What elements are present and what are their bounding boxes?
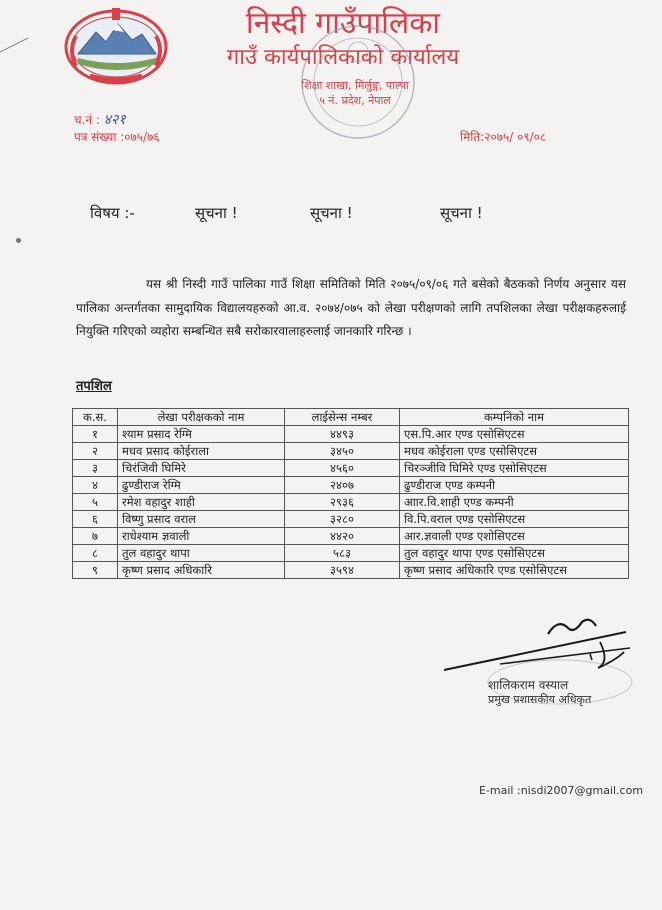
- table-row: [73, 545, 629, 562]
- contact-email: [479, 784, 643, 797]
- cell-sn: ५: [73, 494, 118, 511]
- cell-sn: ८: [73, 545, 118, 562]
- notice-heading-2: सूचना !: [310, 204, 353, 222]
- notice-heading-1: सूचना !: [195, 204, 238, 222]
- cell-license: ५८३: [285, 545, 400, 562]
- cell-sn: ९: [73, 562, 118, 579]
- office-address-line2: ५ नं. प्रदेश, नेपाल: [319, 94, 391, 107]
- cell-auditor-name: मधव प्रसाद कोईराला: [118, 443, 285, 460]
- cell-company: आर.ज्ञवाली एण्ड एशोसिएटस: [400, 528, 629, 545]
- cell-auditor-name: ढुण्डीराज रेग्मि: [118, 477, 285, 494]
- signatory-title: प्रमुख प्रशासकीय अधिकृत: [488, 693, 592, 706]
- letter-date: मिति:२०७५/ ०९/०८: [460, 130, 547, 144]
- cha-no-label: च.नं :: [74, 113, 100, 127]
- cell-company: आार.वि.शाही एण्ड कम्पनी: [400, 494, 629, 511]
- cell-sn: १: [73, 426, 118, 443]
- auditor-table: [72, 408, 629, 579]
- cha-no: [74, 110, 126, 129]
- col-auditor-name-header: लेखा परीक्षकको नाम: [118, 409, 285, 426]
- cell-sn: ७: [73, 528, 118, 545]
- cell-auditor-name: रमेश वहादुर शाही: [118, 494, 285, 511]
- table-row: [73, 511, 629, 528]
- cell-sn: ४: [73, 477, 118, 494]
- patra-sankhya: पत्र संख्या :०७५/७६: [74, 130, 160, 144]
- cha-no-value: ४२१: [103, 112, 126, 128]
- cell-license: ४४२०: [285, 528, 400, 545]
- email-label: E-mail :: [479, 784, 521, 797]
- col-license-header: लाईसेन्स नम्बर: [285, 409, 400, 426]
- cell-company: मधव कोईराला एण्ड एसोसिएटस: [400, 443, 629, 460]
- cell-auditor-name: श्याम प्रसाद रेग्मि: [118, 426, 285, 443]
- cell-company: चिरञ्जीवि घिमिरे एण्ड एसोसिएटस: [400, 460, 629, 477]
- notice-body-text: यस श्री निस्दी गाउँ पालिका गाउँ शिक्षा समितिको मिति २०७५/०९/०६ गते बसेको बैठकको निर्णय अनुसार यस पालिका अन्तर्गतका सामुदायिक विद्यालयहरुको आ.व. २०७४/०७५ को लेखा परीक्षणको लागि तपशिलका लेखा परीक्षकहरुलाई नियुक्ति गरिएको व्यहोरा सम्बन्धित सबै सरोकारवालाहरुलाई जानकारि गरिन्छ ।: [76, 277, 626, 338]
- cell-license: ३२८०: [285, 511, 400, 528]
- cell-license: २४०७: [285, 477, 400, 494]
- cell-license: ४४९३: [285, 426, 400, 443]
- cell-auditor-name: कृष्ण प्रसाद अधिकारि: [118, 562, 285, 579]
- cell-sn: ६: [73, 511, 118, 528]
- table-row: [73, 528, 629, 545]
- office-subtitle: गाउँ कार्यपालिकाको कार्यालय: [226, 45, 460, 70]
- cell-auditor-name: चिरंजिवी घिमिरे: [118, 460, 285, 477]
- col-company-header: कम्पनिको नाम: [400, 409, 629, 426]
- email-value: nisdi2007@gmail.com: [520, 784, 644, 797]
- table-row: [73, 477, 629, 494]
- nepal-emblem-icon: [62, 6, 170, 88]
- cell-license: ३४५०: [285, 443, 400, 460]
- table-row: [73, 460, 629, 477]
- cell-company: एस.पि.आर एण्ड एसोसिएटस: [400, 426, 629, 443]
- table-row: [73, 426, 629, 443]
- cell-license: ४५६०: [285, 460, 400, 477]
- cell-company: तुल वहादुर थापा एण्ड एसोसिएटस: [400, 545, 629, 562]
- cell-sn: २: [73, 443, 118, 460]
- subject-label: विषय :-: [90, 204, 135, 222]
- paper-mark-icon: [0, 36, 30, 56]
- table-header-row: [73, 409, 629, 426]
- cell-auditor-name: तुल वहादुर थापा: [118, 545, 285, 562]
- cell-company: वि.पि.वराल एण्ड एसोसिएटस: [400, 511, 629, 528]
- col-sn-header: क.स.: [73, 409, 118, 426]
- cell-auditor-name: विष्णु प्रसाद वराल: [118, 511, 285, 528]
- office-title: निस्दी गाउँपालिका: [245, 6, 441, 41]
- list-title: तपशिल: [76, 379, 112, 394]
- cell-sn: ३: [73, 460, 118, 477]
- office-address-line1: शिक्षा शाखा, मिर्लुङ्ग, पाल्पा: [301, 79, 409, 92]
- table-row: [73, 562, 629, 579]
- notice-heading-3: सूचना !: [440, 204, 483, 222]
- notice-body: [76, 273, 626, 344]
- cell-license: २९३६: [285, 494, 400, 511]
- cell-company: कृष्ण प्रसाद अधिकारि एण्ड एसोसिएटस: [400, 562, 629, 579]
- cell-auditor-name: राधेश्याम ज्ञवाली: [118, 528, 285, 545]
- paper-speck: [16, 238, 21, 243]
- table-row: [73, 443, 629, 460]
- cell-license: ३५९४: [285, 562, 400, 579]
- table-row: [73, 494, 629, 511]
- cell-company: ढुण्डीराज एण्ड कम्पनी: [400, 477, 629, 494]
- office-stamp-icon: [296, 22, 420, 142]
- signatory-name: शालिकराम वस्याल: [488, 678, 569, 692]
